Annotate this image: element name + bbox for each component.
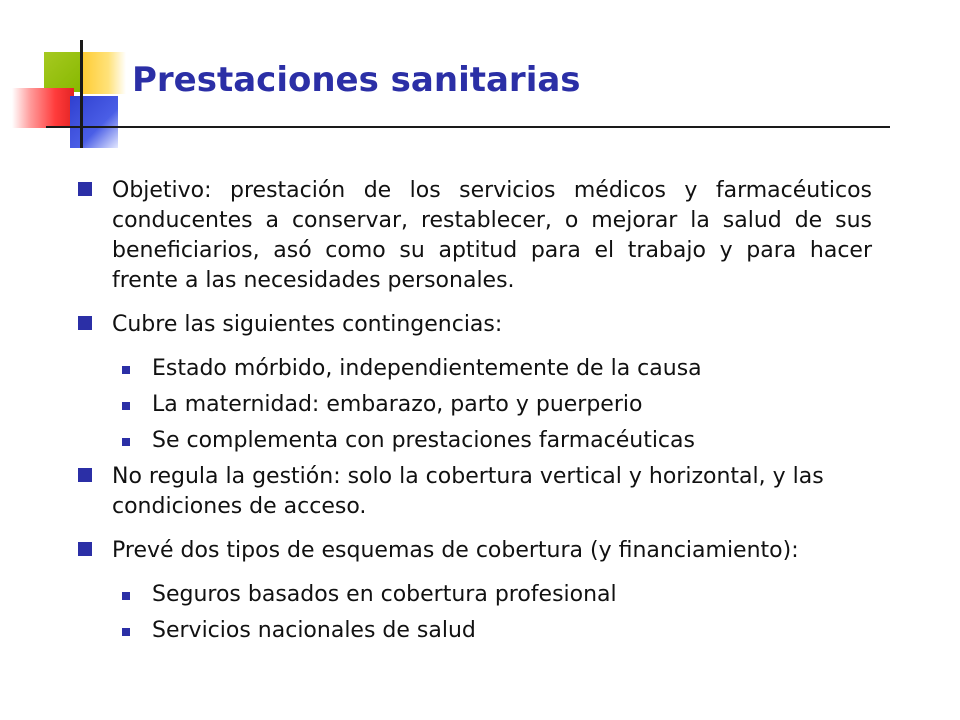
bullet-text: Cubre las siguientes contingencias: <box>112 312 503 337</box>
bullet-esquemas <box>76 536 872 566</box>
subbullet-text: La maternidad: embarazo, parto y puerperio <box>152 392 643 417</box>
subbullet-seguros <box>76 580 872 610</box>
bullet-gestion <box>76 462 872 522</box>
bullet-contingencias <box>76 310 872 340</box>
green-square-decoration <box>44 52 82 92</box>
subbullet-estado-morbido <box>76 354 872 384</box>
square-bullet-icon <box>78 468 92 482</box>
subbullet-servicios-nacionales <box>76 616 872 646</box>
bullet-text: Objetivo: prestación de los servicios médicos y farmacéuticos conducentes a conservar, restablecer, o mejorar la salud de sus beneficiarios, asó como su aptitud para el trabajo y para hacer frente a las necesidades personales. <box>112 178 872 293</box>
subbullet-maternidad <box>76 390 872 420</box>
title-underline <box>100 126 890 128</box>
subbullet-text: Estado mórbido, independientemente de la causa <box>152 356 702 381</box>
square-bullet-icon <box>78 542 92 556</box>
blue-square-decoration <box>70 96 118 148</box>
yellow-square-decoration <box>82 52 126 94</box>
subbullet-text: Se complementa con prestaciones farmacéuticas <box>152 428 695 453</box>
small-square-bullet-icon <box>122 628 130 636</box>
bullet-text: No regula la gestión: solo la cobertura vertical y horizontal, y las condiciones de acceso. <box>112 464 824 519</box>
subbullet-text: Seguros basados en cobertura profesional <box>152 582 617 607</box>
bullet-text: Prevé dos tipos de esquemas de cobertura (y financiamiento): <box>112 538 799 563</box>
slide-content <box>76 176 872 652</box>
small-square-bullet-icon <box>122 438 130 446</box>
subbullet-text: Servicios nacionales de salud <box>152 618 476 643</box>
red-square-decoration <box>12 88 74 128</box>
bullet-objetivo <box>76 176 872 296</box>
small-square-bullet-icon <box>122 366 130 374</box>
corner-logo-decoration <box>0 0 130 160</box>
square-bullet-icon <box>78 182 92 196</box>
horizontal-line-decoration <box>46 126 108 128</box>
small-square-bullet-icon <box>122 592 130 600</box>
slide-title: Prestaciones sanitarias <box>132 60 581 100</box>
small-square-bullet-icon <box>122 402 130 410</box>
square-bullet-icon <box>78 316 92 330</box>
vertical-line-decoration <box>80 40 83 148</box>
subbullet-farmaceuticas <box>76 426 872 456</box>
